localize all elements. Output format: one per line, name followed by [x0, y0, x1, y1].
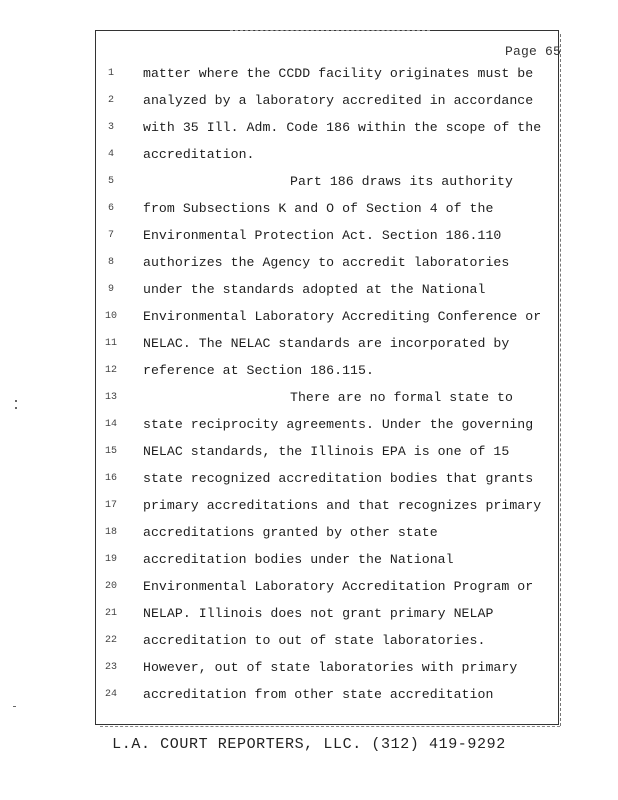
line-number: 18 — [104, 527, 117, 538]
line-text: accreditation bodies under the National — [143, 552, 454, 567]
line-text: state recognized accreditation bodies that grants — [143, 471, 534, 486]
transcript-line — [0, 282, 600, 302]
line-text: analyzed by a laboratory accredited in accordance — [143, 93, 534, 108]
line-text: matter where the CCDD facility originates must be — [143, 66, 534, 81]
line-number: 4 — [107, 149, 114, 160]
line-text: NELAC. The NELAC standards are incorporated by — [143, 336, 510, 351]
transcript-line — [0, 444, 600, 464]
frame-shadow-bottom — [100, 726, 560, 729]
line-text: accreditation. — [143, 147, 255, 162]
line-text: authorizes the Agency to accredit laboratories — [143, 255, 510, 270]
line-number: 20 — [104, 581, 117, 592]
transcript-line — [0, 390, 600, 410]
transcript-line — [0, 228, 600, 248]
line-text: state reciprocity agreements. Under the governing — [143, 417, 534, 432]
transcript-line — [0, 579, 600, 599]
line-number: 24 — [104, 689, 117, 700]
line-number: 1 — [107, 68, 114, 79]
line-number: 17 — [104, 500, 117, 511]
transcript-line — [0, 336, 600, 356]
scan-speck — [15, 407, 17, 409]
line-text: There are no formal state to — [290, 390, 513, 405]
transcript-line — [0, 498, 600, 518]
transcript-line — [0, 525, 600, 545]
transcript-line — [0, 93, 600, 113]
transcript-line — [0, 606, 600, 626]
scan-speck — [15, 400, 17, 402]
transcript-line — [0, 363, 600, 383]
line-text: Environmental Protection Act. Section 186.110 — [143, 228, 502, 243]
reporter-footer: L.A. COURT REPORTERS, LLC. (312) 419-9292 — [112, 736, 506, 753]
line-text: accreditation to out of state laboratories. — [143, 633, 486, 648]
transcript-line — [0, 471, 600, 491]
line-text: from Subsections K and O of Section 4 of the — [143, 201, 494, 216]
line-text: NELAC standards, the Illinois EPA is one of 15 — [143, 444, 510, 459]
transcript-line — [0, 174, 600, 194]
transcript-line — [0, 255, 600, 275]
line-text: Environmental Laboratory Accreditation Program or — [143, 579, 534, 594]
transcript-line — [0, 309, 600, 329]
line-text: accreditations granted by other state — [143, 525, 438, 540]
transcript-line — [0, 120, 600, 140]
page-number: Page 65 — [505, 44, 562, 59]
line-number: 2 — [107, 95, 114, 106]
line-text: reference at Section 186.115. — [143, 363, 374, 378]
line-text: with 35 Ill. Adm. Code 186 within the scope of the — [143, 120, 542, 135]
transcript-line — [0, 147, 600, 167]
line-number: 15 — [104, 446, 117, 457]
line-number: 10 — [104, 311, 117, 322]
transcript-line — [0, 66, 600, 86]
line-text: primary accreditations and that recognizes primary — [143, 498, 542, 513]
line-number: 5 — [107, 176, 114, 187]
line-number: 9 — [107, 284, 114, 295]
line-number: 16 — [104, 473, 117, 484]
line-number: 7 — [107, 230, 114, 241]
scan-speck — [13, 706, 16, 707]
transcript-line — [0, 687, 600, 707]
line-text: However, out of state laboratories with primary — [143, 660, 518, 675]
line-number: 22 — [104, 635, 117, 646]
transcript-line — [0, 552, 600, 572]
line-number: 8 — [107, 257, 114, 268]
frame-top-mark — [230, 30, 430, 33]
line-number: 11 — [104, 338, 117, 349]
line-number: 12 — [104, 365, 117, 376]
line-number: 19 — [104, 554, 117, 565]
line-text: Part 186 draws its authority — [290, 174, 513, 189]
line-text: NELAP. Illinois does not grant primary NELAP — [143, 606, 494, 621]
line-number: 13 — [104, 392, 117, 403]
line-number: 23 — [104, 662, 117, 673]
line-number: 21 — [104, 608, 117, 619]
line-text: accreditation from other state accreditation — [143, 687, 494, 702]
transcript-line — [0, 201, 600, 221]
transcript-line — [0, 660, 600, 680]
line-text: under the standards adopted at the National — [143, 282, 486, 297]
line-number: 14 — [104, 419, 117, 430]
line-number: 6 — [107, 203, 114, 214]
line-text: Environmental Laboratory Accrediting Conference or — [143, 309, 542, 324]
line-number: 3 — [107, 122, 114, 133]
transcript-line — [0, 417, 600, 437]
transcript-line — [0, 633, 600, 653]
